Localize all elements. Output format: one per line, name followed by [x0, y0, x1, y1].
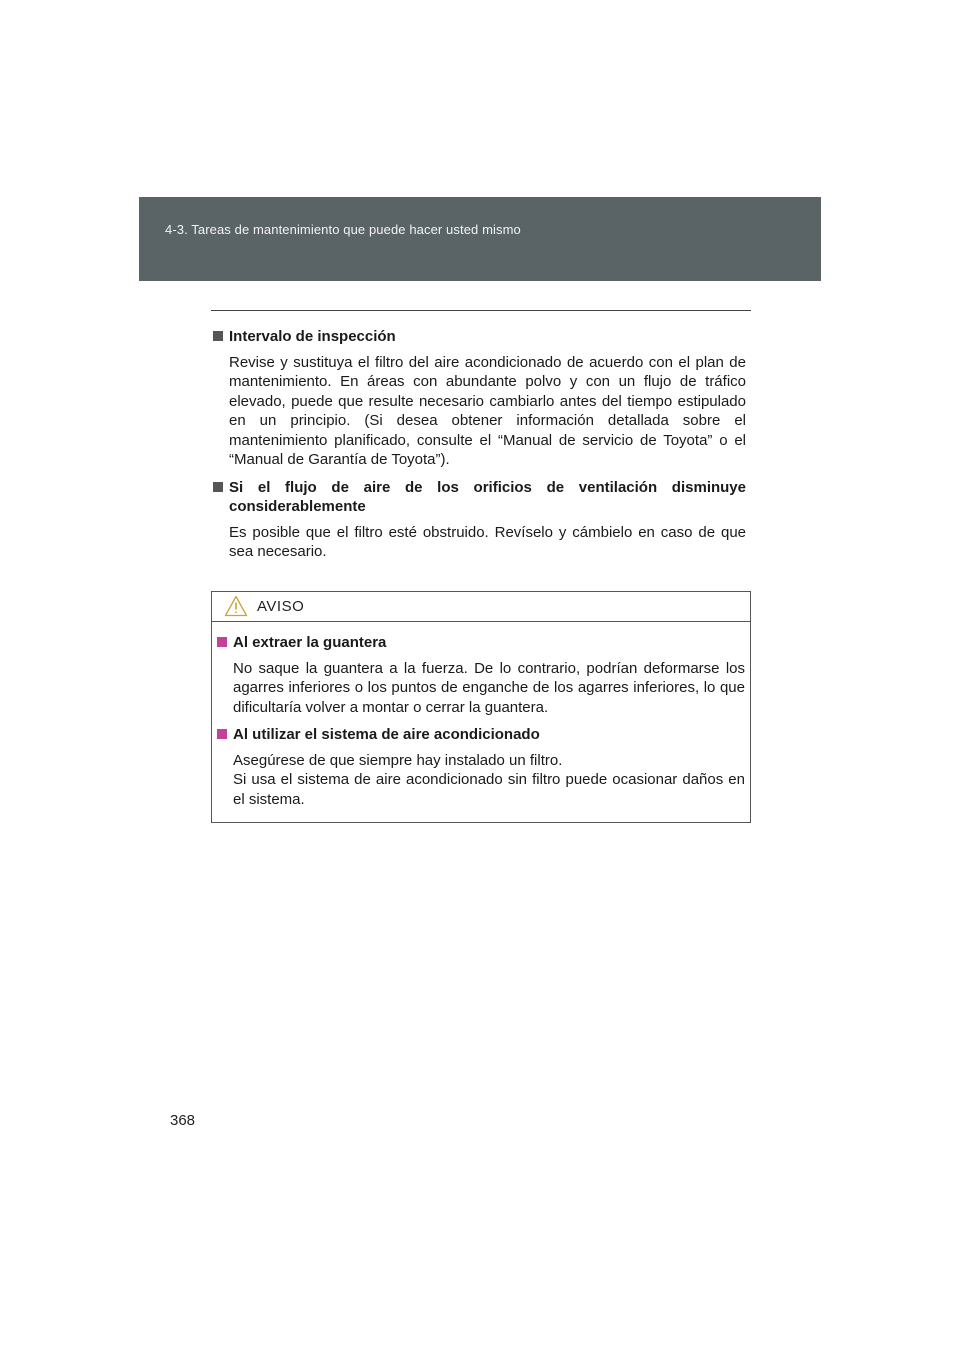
warning-paragraph: No saque la guantera a la fuerza. De lo contrario, podrían deformarse los agarres inferiores o los puntos de enganche de los agarres inferiores, lo que dificultaría volver a montar o cerrar la guantera. [233, 659, 745, 716]
warning-paragraph: Si usa el sistema de aire acondicionado sin filtro puede ocasionar daños en el sistema. [233, 771, 745, 808]
square-bullet-icon [213, 331, 223, 341]
warning-triangle-icon [224, 595, 248, 617]
section-paragraph: Revise y sustituya el filtro del aire acondicionado de acuerdo con el plan de mantenimiento. En áreas con abundante polvo y con un flujo de tráfico elevado, puede que resulte necesario cambiarlo antes del tiempo estipulado en un principio. (Si desea obtener información detallada sobre el mantenimiento planificado, consulte el “Manual de servicio de Toyota” o el “Manual de Garantía de Toyota”). [229, 353, 746, 468]
warning-item-ac-system [217, 725, 745, 809]
square-bullet-icon [213, 482, 223, 492]
divider-line [211, 310, 751, 311]
warning-box [211, 591, 751, 823]
main-content [213, 327, 746, 570]
warning-header [212, 592, 750, 622]
square-bullet-icon [217, 729, 227, 739]
warning-item-glovebox [217, 633, 745, 717]
warning-label: AVISO [257, 598, 305, 615]
warning-paragraph: Asegúrese de que siempre hay instalado un filtro. [233, 751, 563, 769]
section-paragraph: Es posible que el filtro esté obstruido. Revíselo y cámbielo en caso de que sea necesario. [229, 523, 746, 560]
square-bullet-icon [217, 637, 227, 647]
section-header [139, 197, 821, 281]
warning-heading: Al extraer la guantera [233, 634, 387, 651]
section-heading: Intervalo de inspección [229, 328, 396, 345]
section-heading: Si el flujo de aire de los orificios de ventilación disminuye considerablemente [229, 478, 746, 515]
section-airflow [213, 478, 746, 562]
page-number: 368 [170, 1112, 196, 1129]
section-title: 4-3. Tareas de mantenimiento que puede hacer usted mismo [165, 222, 521, 237]
section-inspection-interval [213, 327, 746, 470]
warning-heading: Al utilizar el sistema de aire acondicionado [233, 726, 540, 743]
